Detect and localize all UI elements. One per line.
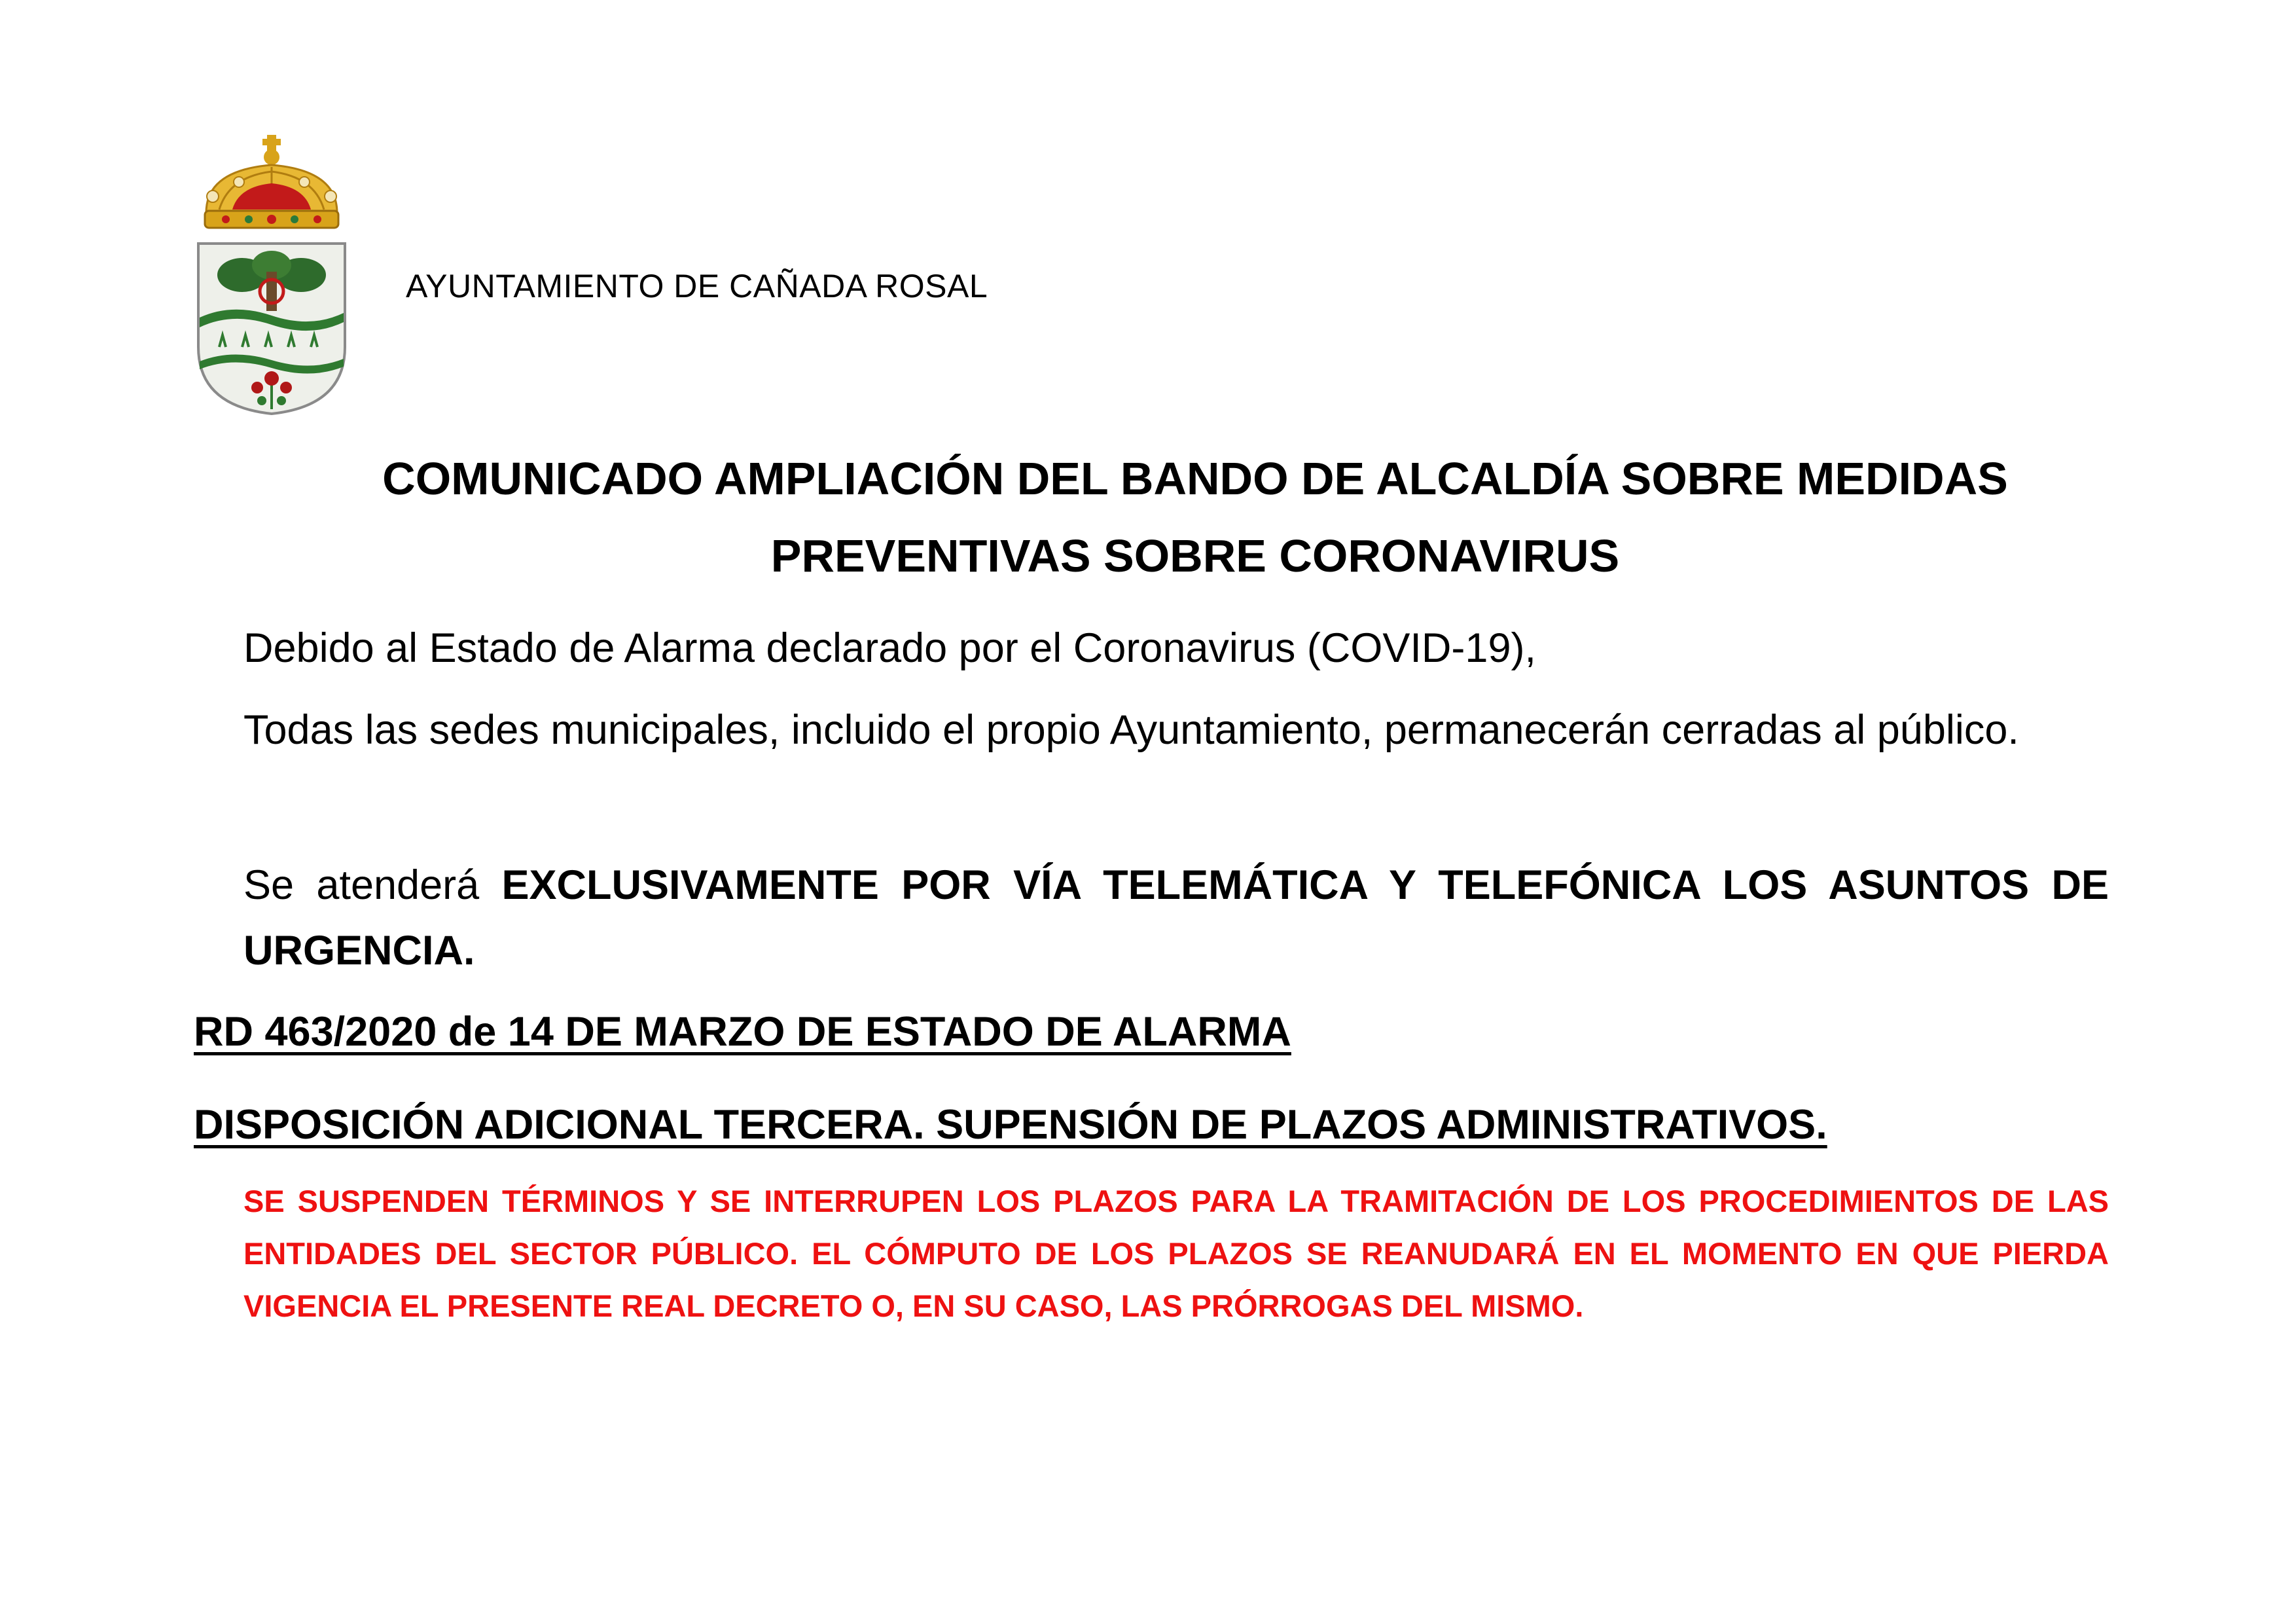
paragraph-attention [243, 852, 2109, 983]
page-title [194, 440, 2197, 594]
paragraph-offices-closed: Todas las sedes municipales, incluido el propio Ayuntamiento, permanecerán cerradas al público. [243, 707, 2019, 753]
attention-intro: Se atenderá [243, 862, 502, 908]
paragraph-state-of-alarm: Debido al Estado de Alarma declarado por el Coronavirus (COVID-19), [243, 625, 1536, 671]
decree-heading: RD 463/2020 de 14 DE MARZO DE ESTADO DE ALARMA [194, 1009, 1291, 1055]
organization-name: AYUNTAMIENTO DE CAÑADA ROSAL [406, 268, 988, 304]
provision-heading: DISPOSICIÓN ADICIONAL TERCERA. SUPENSIÓN DE PLAZOS ADMINISTRATIVOS. [194, 1102, 1827, 1148]
attention-emphasis: EXCLUSIVAMENTE POR VÍA TELEMÁTICA Y TELEFÓNICA LOS ASUNTOS DE URGENCIA. [243, 862, 2109, 974]
title-line-2: PREVENTIVAS SOBRE CORONAVIRUS [770, 530, 1620, 581]
title-line-1: COMUNICADO AMPLIACIÓN DEL BANDO DE ALCALDÍA SOBRE MEDIDAS [382, 453, 2008, 504]
coat-of-arms-icon [193, 131, 350, 416]
suspension-notice: SE SUSPENDEN TÉRMINOS Y SE INTERRUPEN LOS PLAZOS PARA LA TRAMITACIÓN DE LOS PROCEDIMIENTOS DE LAS ENTIDADES DEL SECTOR PÚBLICO. EL CÓMPUTO DE LOS PLAZOS SE REANUDARÁ EN EL MOMENTO EN QUE PIERDA VIGENCIA EL PRESENTE REAL DECRETO O, EN SU CASO, LAS PRÓRROGAS DEL MISMO. [243, 1184, 2109, 1323]
